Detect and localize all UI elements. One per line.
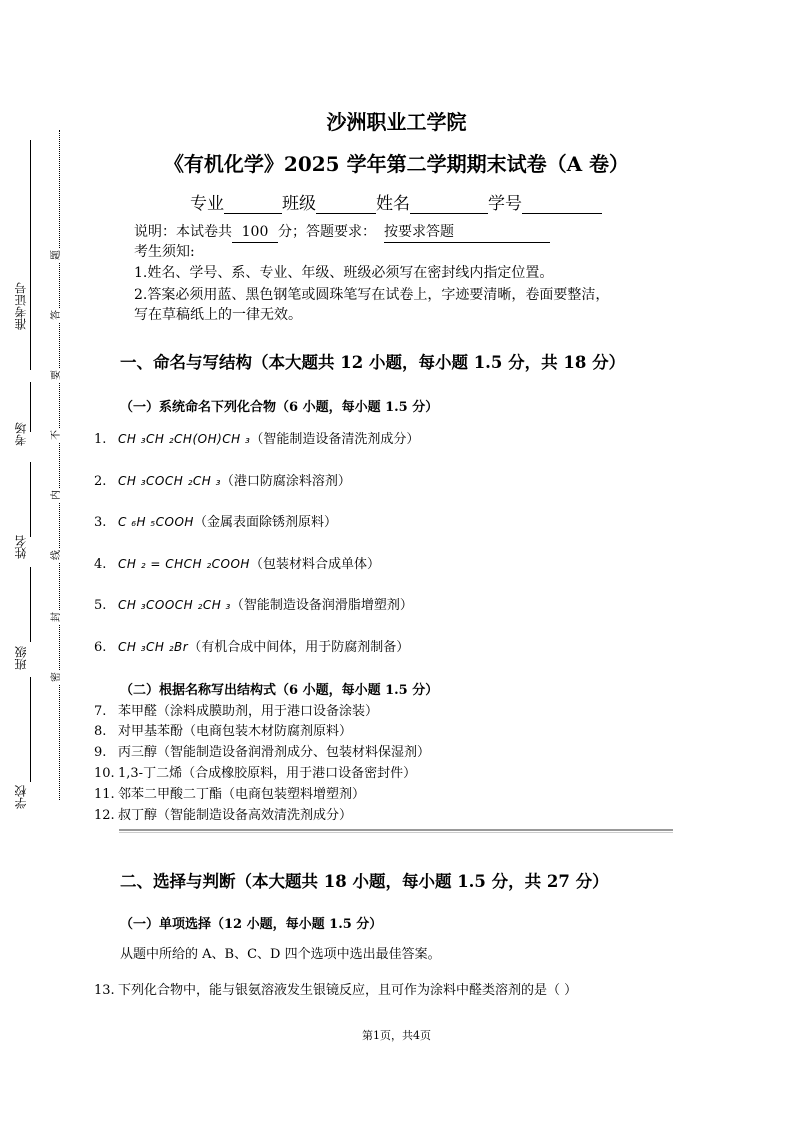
class-field[interactable] — [316, 195, 376, 214]
seal-char: 题 — [51, 250, 62, 260]
question-5: 5. CH ₃COOCH ₂CH ₃（智能制造设备润滑脂增塑剂） — [94, 598, 413, 613]
question-12: 12. 叔丁醇（智能制造设备高效清洗剂成分） — [94, 808, 353, 823]
section1-title: 一、命名与写结构（本大题共 12 小题，每小题 1.5 分，共 18 分） — [120, 353, 626, 372]
question-13: 13. 下列化合物中，能与银氨溶液发生银镜反应，且可作为涂料中醛类溶剂的是（ ） — [94, 983, 578, 998]
student-info-row — [190, 189, 602, 214]
student-id-field[interactable] — [522, 195, 602, 214]
question-9: 9. 丙三醇（智能制造设备润滑剂成分、包装材料保湿剂） — [94, 745, 431, 760]
student-id-label: 学号 — [488, 194, 522, 214]
question-6: 6. CH ₃CH ₂Br（有机合成中间体，用于防腐剂制备） — [94, 640, 410, 655]
section1-part2-title: （二）根据名称写出结构式（6 小题，每小题 1.5 分） — [120, 683, 439, 698]
major-label: 专业 — [190, 194, 224, 214]
section2-part1-title: （一）单项选择（12 小题，每小题 1.5 分） — [120, 917, 383, 932]
seal-char: 答 — [51, 310, 62, 320]
answer-requirement: 按要求答题 — [384, 222, 550, 243]
question-2: 2. CH ₃COCH ₂CH ₃（港口防腐涂料溶剂） — [94, 474, 351, 489]
name-label: 姓名 — [376, 194, 410, 214]
school-name: 沙洲职业工学院 — [326, 110, 467, 134]
seal-dotted-line — [59, 130, 60, 800]
notice-2b: 写在草稿纸上的一律无效。 — [134, 307, 302, 323]
page-number: 第1页，共4页 — [362, 1029, 431, 1042]
side-label-exam-room: 考场 — [14, 422, 28, 446]
section-divider — [119, 829, 673, 831]
name-field[interactable] — [410, 195, 488, 214]
binding-line-3 — [30, 462, 31, 537]
seal-char: 密 — [51, 672, 62, 682]
seal-char: 要 — [51, 370, 62, 380]
question-11: 11. 邻苯二甲酸二丁酯（电商包装塑料增塑剂） — [94, 787, 366, 802]
section2-title: 二、选择与判断（本大题共 18 小题，每小题 1.5 分，共 27 分） — [120, 872, 609, 891]
instructions-line: 说明：本试卷共 100 分；答题要求： 按要求答题 — [134, 222, 550, 243]
seal-char: 线 — [51, 550, 62, 560]
binding-line-5 — [30, 677, 31, 782]
side-label-exam-id: 准考证号 — [14, 282, 28, 330]
question-4: 4. CH ₂ = CHCH ₂COOH（包装材料合成单体） — [94, 557, 380, 572]
notice-1: 1.姓名、学号、系、专业、年级、班级必须写在密封线内指定位置。 — [134, 265, 554, 281]
seal-char: 不 — [51, 430, 62, 440]
section-divider-shadow — [119, 832, 673, 833]
major-field[interactable] — [224, 195, 282, 214]
question-7: 7. 苯甲醛（涂料成膜助剂，用于港口设备涂装） — [94, 704, 379, 719]
binding-line-2 — [30, 382, 31, 432]
exam-title: 《有机化学》2025 学年第二学期期末试卷（A 卷） — [163, 152, 630, 176]
question-8: 8. 对甲基苯酚（电商包装木材防腐剂原料） — [94, 724, 353, 739]
notice-title: 考生须知: — [134, 244, 195, 260]
seal-char: 封 — [51, 612, 62, 622]
section2-intro: 从题中所给的 A、B、C、D 四个选项中选出最佳答案。 — [120, 947, 441, 962]
side-label-class: 班级 — [14, 646, 28, 670]
section1-part1-title: （一）系统命名下列化合物（6 小题，每小题 1.5 分） — [120, 400, 439, 415]
side-label-school: 学校 — [14, 785, 28, 809]
total-score: 100 — [232, 222, 278, 243]
notice-2a: 2.答案必须用蓝、黑色钢笔或圆珠笔写在试卷上，字迹要清晰，卷面要整洁， — [134, 287, 610, 303]
seal-char: 内 — [51, 490, 62, 500]
question-3: 3. C ₆H ₅COOH（金属表面除锈剂原料） — [94, 515, 337, 530]
class-label: 班级 — [282, 194, 316, 214]
question-10: 10. 1,3-丁二烯（合成橡胶原料，用于港口设备密封件） — [94, 766, 417, 781]
binding-line-4 — [30, 567, 31, 642]
side-label-name: 姓名 — [14, 535, 28, 559]
question-1: 1. CH ₃CH ₂CH(OH)CH ₃（智能制造设备清洗剂成分） — [94, 432, 420, 447]
